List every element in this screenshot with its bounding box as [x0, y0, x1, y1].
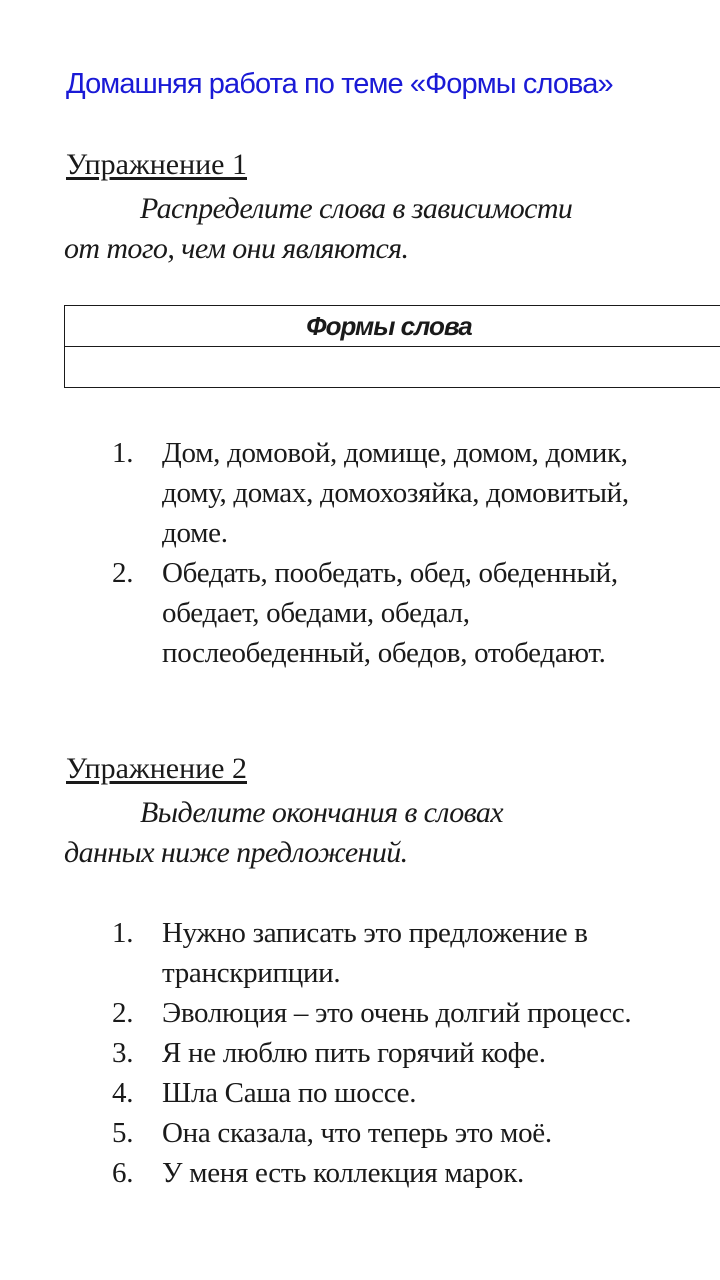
exercise-2-instruction-line-1: Выделите окончания в словах: [140, 796, 503, 829]
exercise-1-instruction: [64, 189, 664, 269]
exercise-1-list: [0, 433, 720, 673]
exercise-2-heading: Упражнение 2: [66, 752, 247, 785]
exercise-2-list: [0, 913, 720, 1193]
list-item-number: 2.: [112, 557, 134, 589]
list-item-number: 1.: [112, 917, 134, 949]
list-item: [0, 1153, 720, 1193]
document-title: Домашняя работа по теме «Формы слова»: [66, 68, 613, 100]
list-item: [0, 1113, 720, 1153]
exercise-1-instruction-line-2: от того, чем они являются.: [64, 232, 409, 265]
list-item-text: Она сказала, что теперь это моё.: [162, 1117, 552, 1149]
list-item: [0, 433, 720, 553]
list-item-text: Дом, домовой, домище, домом, домик, дому, домах, домохозяйка, домовитый, доме.: [162, 437, 629, 549]
list-item-number: 4.: [112, 1077, 134, 1109]
list-item-number: 1.: [112, 437, 134, 469]
table-row: [65, 347, 720, 388]
word-forms-table: [64, 305, 720, 388]
list-item-text: Я не люблю пить горячий кофе.: [162, 1037, 546, 1069]
table-cell-empty[interactable]: [65, 347, 720, 388]
exercise-1-heading: Упражнение 1: [66, 148, 247, 181]
exercise-1-instruction-line-1: Распределите слова в зависимости: [140, 192, 573, 225]
list-item-number: 6.: [112, 1157, 134, 1189]
list-item-text: У меня есть коллекция марок.: [162, 1157, 524, 1189]
list-item-number: 2.: [112, 997, 134, 1029]
list-item-number: 5.: [112, 1117, 134, 1149]
list-item: [0, 1073, 720, 1113]
list-item-text: Шла Саша по шоссе.: [162, 1077, 417, 1109]
list-item: [0, 993, 720, 1033]
list-item: [0, 913, 720, 993]
list-item-text: Обедать, пообедать, обед, обеденный, обедает, обедами, обедал, послеобеденный, обедов, отобедают.: [162, 557, 618, 669]
exercise-2-instruction: [64, 793, 664, 873]
table-header-word-forms: Формы слова: [65, 306, 720, 347]
list-item-text: Нужно записать это предложение в транскрипции.: [162, 917, 588, 989]
list-item-number: 3.: [112, 1037, 134, 1069]
table-header-row: [65, 306, 720, 347]
exercise-2-instruction-line-2: данных ниже предложений.: [64, 836, 408, 869]
list-item: [0, 1033, 720, 1073]
list-item-text: Эволюция – это очень долгий процесс.: [162, 997, 632, 1029]
list-item: [0, 553, 720, 673]
